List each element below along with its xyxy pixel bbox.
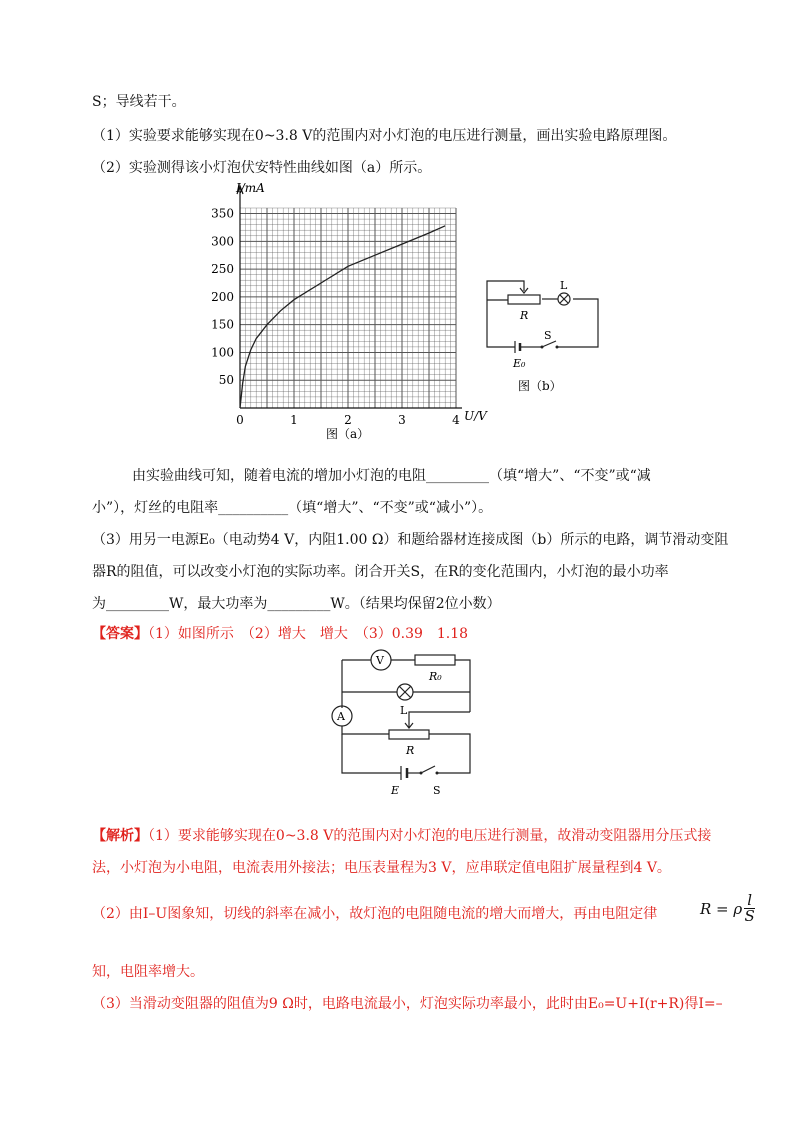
y-tick-label: 50 — [218, 373, 234, 388]
y-tick-label: 150 — [211, 317, 234, 332]
iu-chart — [200, 180, 487, 442]
rheostat-label: R — [520, 309, 529, 322]
answer-text: （1）如图所示 （2）增大 增大 （3）0.39 1.18 — [148, 626, 469, 642]
x-tick-label: 1 — [290, 413, 298, 427]
x-tick-label: 0 — [236, 413, 244, 427]
switch-label: S — [544, 329, 552, 342]
analysis-tag: 【解析】 — [92, 828, 148, 844]
lamp-label-answer: L — [400, 704, 408, 717]
source-label-answer: E — [391, 784, 400, 797]
question-3-text-c: 为_________W，最大功率为_________W。（结果均保留2位小数） — [92, 596, 501, 612]
analysis-text-1: （1）要求能够实现在0~3.8 V的范围内对小灯泡的电压进行测量，故滑动变阻器用分压式接 — [148, 828, 712, 844]
resistance-formula — [700, 893, 755, 924]
lamp-label: L — [560, 279, 568, 292]
question-2-text-a: 由实验曲线可知，随着电流的增加小灯泡的电阻_________（填“增大”、“不变”或“减 — [132, 468, 651, 484]
analysis-line-2: 法，小灯泡为小电阻，电流表用外接法；电压表量程为3 V，应串联定值电阻扩展量程到4 V。 — [92, 860, 671, 876]
question-1: （1）实验要求能够实现在0~3.8 V的范围内对小灯泡的电压进行测量，画出实验电路原理图。 — [92, 128, 677, 144]
y-tick-label: 300 — [211, 234, 234, 249]
y-tick-label: 250 — [211, 262, 234, 277]
question-2: （2）实验测得该小灯泡伏安特性曲线如图（a）所示。 — [92, 160, 432, 176]
question-3-text-a: （3）用另一电源E₀（电动势4 V，内阻1.00 Ω）和题给器材连接成图（b）所示的电路，调节滑动变阻 — [92, 532, 729, 548]
y-tick-label: 350 — [211, 206, 234, 221]
text-line-1: S；导线若干。 — [92, 94, 186, 110]
answer-circuit — [325, 648, 485, 800]
question-3-text-b: 器R的阻值，可以改变小灯泡的实际功率。闭合开关S，在R的变化范围内，小灯泡的最小功率 — [92, 564, 669, 580]
voltmeter-label: V — [376, 654, 384, 667]
formula-numerator: l — [744, 893, 755, 909]
x-tick-label: 3 — [398, 413, 406, 427]
r0-label: R₀ — [429, 670, 442, 683]
answer-line — [92, 624, 468, 644]
formula-denominator: S — [744, 907, 755, 925]
answer-tag: 【答案】 — [92, 626, 148, 642]
formula-lhs: R = ρ — [700, 899, 743, 918]
analysis-line-1 — [92, 826, 711, 846]
x-tick-label: 2 — [344, 413, 352, 427]
figure-b-caption: 图（b） — [518, 379, 562, 393]
analysis-line-5: （3）当滑动变阻器的阻值为9 Ω时，电路电流最小，灯泡实际功率最小，此时由E₀=U+I(r+R)得I=– — [92, 996, 723, 1012]
analysis-line-3: （2）由I–U图象知，切线的斜率在减小，故灯泡的电阻随电流的增大而增大，再由电阻定律 — [92, 906, 658, 922]
ammeter-label: A — [337, 710, 345, 723]
x-axis-label: U/V — [464, 409, 487, 423]
rheostat-label-answer: R — [406, 744, 415, 757]
figure-a-caption: 图（a） — [326, 427, 370, 441]
switch-label-answer: S — [433, 784, 441, 797]
y-tick-label: 100 — [211, 345, 234, 360]
circuit-b — [480, 275, 610, 405]
analysis-line-4: 知，电阻率增大。 — [92, 964, 204, 980]
y-tick-label: 200 — [211, 289, 234, 304]
source-label: E₀ — [513, 357, 526, 370]
question-2-text-b: 小”），灯丝的电阻率__________（填“增大”、“不变”或“减小”）。 — [92, 500, 493, 516]
y-axis-label: I/mA — [236, 181, 265, 195]
x-tick-label: 4 — [452, 413, 460, 427]
